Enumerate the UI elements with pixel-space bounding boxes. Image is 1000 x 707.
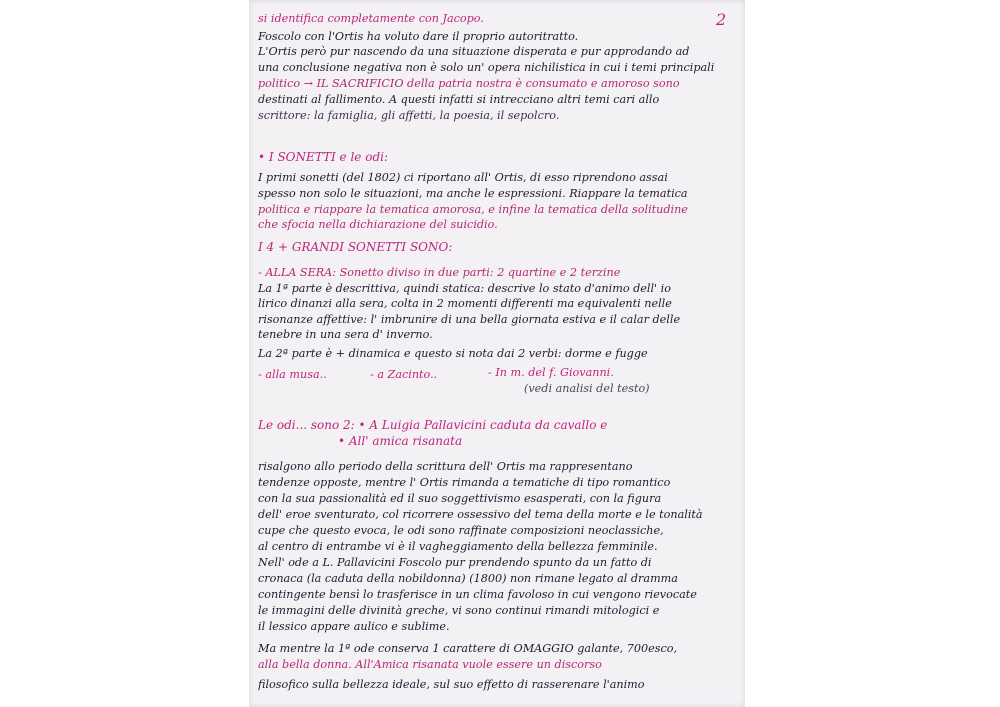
note-line: risonanze affettive: l' imbrunire di una bella giornata estiva e il calar delle — [258, 313, 681, 326]
note-line: con la sua passionalità ed il suo soggettivismo esasperati, con la figura — [258, 492, 662, 505]
note-line: si identifica completamente con Jacopo. — [258, 12, 484, 25]
note-line: dell' eroe sventurato, col ricorrere ossessivo del tema della morte e le tonalità — [258, 508, 703, 521]
note-line: spesso non solo le situazioni, ma anche le espressioni. Riappare la tematica — [258, 187, 688, 200]
note-line: cupe che questo evoca, le odi sono raffinate composizioni neoclassiche, — [258, 524, 664, 537]
note-line: destinati al fallimento. A questi infatti si intrecciano altri temi cari allo — [258, 93, 660, 106]
note-line: una conclusione negativa non è solo un' opera nichilistica in cui i temi principali — [258, 61, 715, 74]
note-line: - ALLA SERA: Sonetto diviso in due parti: 2 quartine e 2 terzine — [258, 266, 621, 279]
note-line: contingente bensì lo trasferisce in un clima favoloso in cui vengono rievocate — [258, 588, 697, 601]
sonnet-a-zacinto: - a Zacinto.. — [370, 368, 438, 381]
section-heading-sonetti: • I SONETTI e le odi: — [258, 150, 389, 164]
note-line: Ma mentre la 1ª ode conserva 1 carattere di OMAGGIO galante, 700esco, — [258, 642, 678, 655]
sonnet-in-morte: - In m. del f. Giovanni. — [488, 366, 614, 379]
note-line: L'Ortis però pur nascendo da una situazione disperata e pur approdando ad — [258, 45, 690, 58]
note-line: lirico dinanzi alla sera, colta in 2 momenti differenti ma equivalenti nelle — [258, 297, 672, 310]
note-line: tendenze opposte, mentre l' Ortis rimanda a tematiche di tipo romantico — [258, 476, 671, 489]
note-line: risalgono allo periodo della scrittura dell' Ortis ma rappresentano — [258, 460, 633, 473]
note-line: La 2ª parte è + dinamica e questo si nota dai 2 verbi: dorme e fugge — [258, 347, 648, 360]
note-line: il lessico appare aulico e sublime. — [258, 620, 450, 633]
note-line: politica e riappare la tematica amorosa, e infine la tematica della solitudine — [258, 203, 688, 216]
note-line: tenebre in una sera d' inverno. — [258, 328, 433, 341]
note-line: La 1ª parte è descrittiva, quindi statica: descrive lo stato d'animo dell' io — [258, 282, 671, 295]
note-line: cronaca (la caduta della nobildonna) (1800) non rimane legato al dramma — [258, 572, 678, 585]
note-line: filosofico sulla bellezza ideale, sul suo effetto di rasserenare l'animo — [258, 678, 645, 691]
note-line: Nell' ode a L. Pallavicini Foscolo pur prendendo spunto da un fatto di — [258, 556, 652, 569]
note-line: al centro di entrambe vi è il vagheggiamento della bellezza femminile. — [258, 540, 658, 553]
note-line: che sfocia nella dichiarazione del suicidio. — [258, 218, 498, 231]
ode-title-second: • All' amica risanata — [338, 434, 463, 448]
page-number: 2 — [716, 10, 727, 29]
note-line: alla bella donna. All'Amica risanata vuole essere un discorso — [258, 658, 602, 671]
sonnet-alla-musa: - alla musa.. — [258, 368, 327, 381]
note-aside: (vedi analisi del testo) — [524, 382, 650, 395]
note-line: I primi sonetti (del 1802) ci riportano all' Ortis, di esso riprendono assai — [258, 171, 668, 184]
note-line: le immagini delle divinità greche, vi sono continui rimandi mitologici e — [258, 604, 660, 617]
note-line: politico → IL SACRIFICIO della patria nostra è consumato e amoroso sono — [258, 77, 680, 90]
section-heading-odi: Le odi... sono 2: • A Luigia Pallavicini caduta da cavallo e — [258, 418, 608, 432]
note-line: scrittore: la famiglia, gli affetti, la poesia, il sepolcro. — [258, 109, 560, 122]
note-line: Foscolo con l'Ortis ha voluto dare il proprio autoritratto. — [258, 30, 579, 43]
section-heading-grandi-sonetti: I 4 + GRANDI SONETTI SONO: — [258, 240, 453, 254]
